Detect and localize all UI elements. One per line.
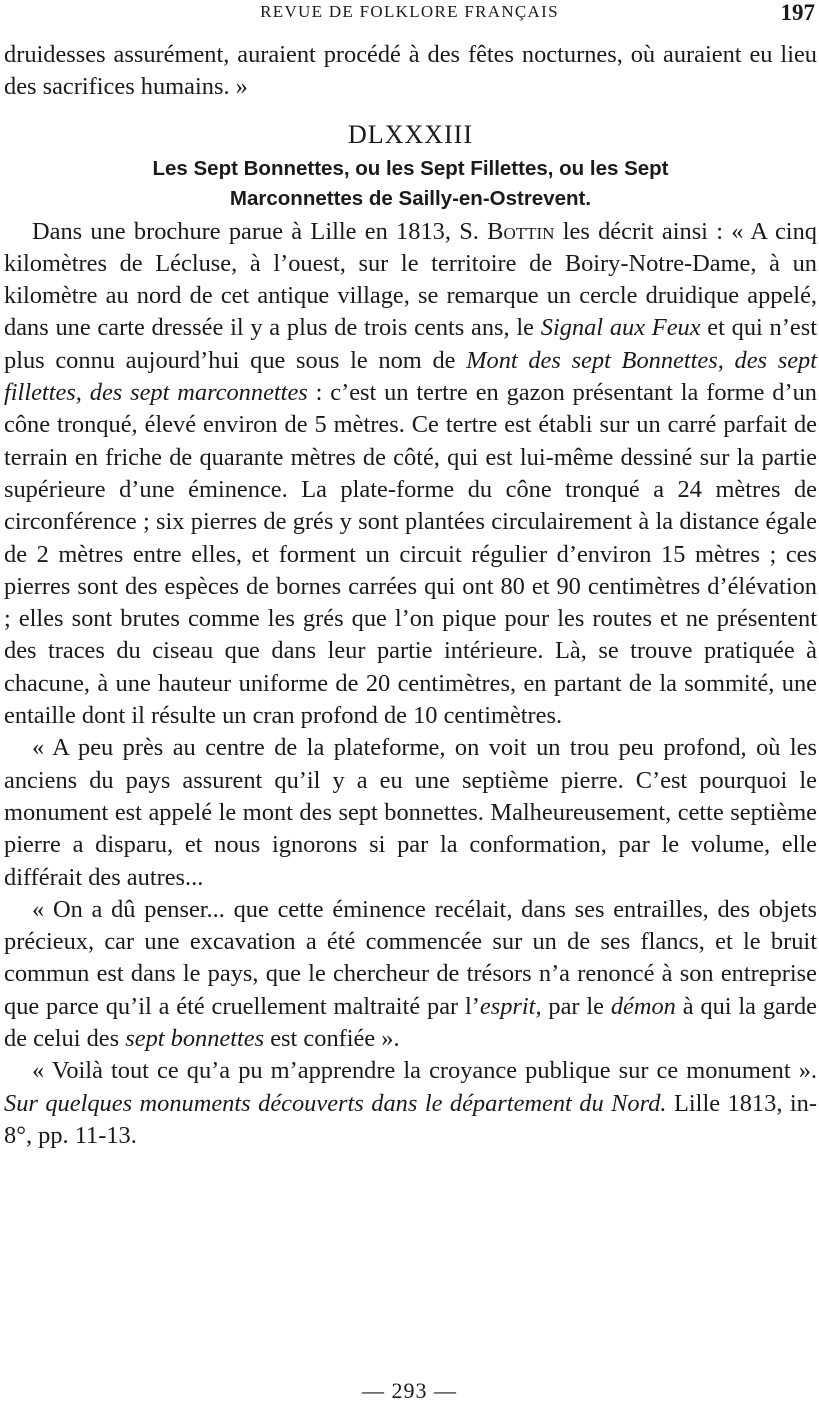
paragraph-3-text-a: « On a dû penser... que cette éminence recélait, dans ses entrailles, des objets précieux, car une excavation a été commencée sur un de ses flancs, et le bruit commun est dans le pays, que le chercheur de trésors n’a renoncé à son entreprise que parce qu’il a été cruellement maltraité par l’ xyxy=(4,895,817,1020)
running-title: REVUE DE FOLKLORE FRANÇAIS xyxy=(260,2,559,21)
paragraph-3-text-b: par le xyxy=(548,992,604,1020)
paragraph-1-text-a: Dans une brochure parue à Lille en 1813, S. xyxy=(32,217,479,245)
paragraph-3-italic-1: esprit, xyxy=(479,992,542,1020)
paragraph-3-italic-3: sept bonnettes xyxy=(125,1025,265,1053)
paragraph-3-text-d: est confiée ». xyxy=(270,1025,400,1053)
paragraph-4 xyxy=(4,1055,817,1152)
paragraph-1-italic-1: Signal aux Feux xyxy=(540,314,701,342)
author-name: Bottin xyxy=(487,217,555,245)
paragraph-1-italic-2: Mont des sept Bonnettes, des sept fillettes, des sept marconnettes xyxy=(4,346,818,407)
intro-paragraph: druidesses assurément, auraient procédé à des fêtes nocturnes, où auraient eu lieu des sacrifices humains. » xyxy=(4,41,817,101)
header-page-number: 197 xyxy=(780,0,815,25)
paragraph-1-text-c: et qui n’est plus connu aujourd’hui que sous le nom de xyxy=(4,314,817,374)
running-header xyxy=(0,0,819,26)
paragraph-3 xyxy=(4,894,817,1055)
paragraph-4-text-b: Lille 1813, in-8°, pp. 11-13. xyxy=(4,1089,817,1149)
paragraph-3-italic-2: démon xyxy=(610,992,676,1020)
paragraph-4-text-a: « Voilà tout ce qu’a pu m’apprendre la croyance publique sur ce monument ». xyxy=(32,1057,817,1085)
paragraph-1-text-b: les décrit ainsi : « A cinq kilomètres de Lécluse, à l’ouest, sur le territoire de Boiry-Notre-Dame, à un kilomètre au nord de cet antique village, se remarque un cercle druidique appelé, dans une carte dressée il y a plus de trois cents ans, le xyxy=(4,217,817,342)
body-text xyxy=(4,39,817,1152)
paragraph-4-italic-1: Sur quelques monuments découverts dans le département du Nord. xyxy=(4,1089,667,1117)
section-title: Les Sept Bonnettes, ou les Sept Fillettes, ou les Sept Marconnettes de Sailly-en-Ostrevent. xyxy=(152,156,669,210)
section-number: DLXXXIII xyxy=(348,119,473,149)
paragraph-1 xyxy=(4,216,817,733)
paragraph-3-text-c: à qui la garde de celui des xyxy=(4,992,817,1053)
paragraph-2: « A peu près au centre de la plateforme, on voit un trou peu profond, où les anciens du pays assurent qu’il y a eu une septième pierre. C’est pourquoi le monument est appelé le mont des sept bonnettes. Malheureusement, cette septième pierre a disparu, et nous ignorons si par la conformation, par le volume, elle différait des autres... xyxy=(4,734,817,891)
paragraph-1-text-d: : c’est un tertre en gazon présentant la forme d’un cône tronqué, élevé environ de 5 mètres. Ce tertre est établi sur un carré parfait de terrain en friche de quarante mètres de côté, qui est lui-même dessiné sur la partie supérieure d’une éminence. La plate-forme du cône tronqué a 24 mètres de circonférence ; six pierres de grés y sont plantées circulairement à la distance égale de 2 mètres entre elles, et forment un circuit régulier d’environ 15 mètres ; ces pierres sont des espèces de bornes carrées qui ont 80 et 90 centimètres d’élévation ; elles sont brutes comme les grés que l’on pique pour les routes et ne présentent des traces du ciseau que dans leur partie intérieure. Là, se trouve pratiquée à chacune, à une hauteur uniforme de 20 centimètres, en partant de la sommité, une entaille dont il résulte un cran profond de 10 centimètres. xyxy=(4,379,817,730)
footer-page-number: — 293 — xyxy=(362,1378,457,1403)
